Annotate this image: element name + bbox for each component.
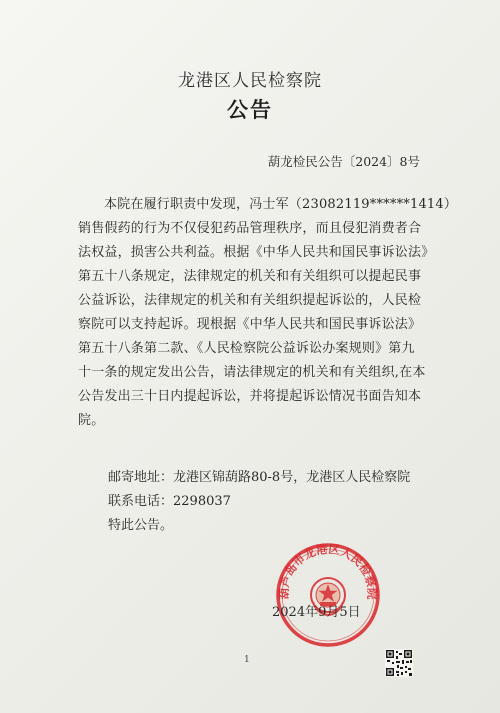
document-title: 公告 <box>227 98 273 122</box>
body-paragraph-line-2: 销售假药的行为不仅侵犯药品管理秩序，而且侵犯消费者合 <box>78 221 422 236</box>
issuing-organization: 龙港区人民检察院 <box>178 71 322 91</box>
seal-text: 葫芦岛市龙港区人民检察院 <box>276 541 380 600</box>
body-paragraph-line-6: 察院可以支持起诉。现根据《中华人民共和国民事诉讼法》 <box>78 317 422 332</box>
mailing-address: 邮寄地址：龙港区锦葫路80-8号，龙港区人民检察院 <box>108 470 411 485</box>
body-paragraph-line-10: 院。 <box>78 413 105 428</box>
body-paragraph-line-3: 法权益，损害公共利益。根据《中华人民共和国民事诉讼法》 <box>78 245 435 260</box>
body-paragraph-line-1: 本院在履行职责中发现，冯士军（23082119******1414） <box>104 197 458 212</box>
document-number: 葫龙检民公告〔2024〕8号 <box>267 154 420 169</box>
issue-date: 2024年9月5日 <box>272 605 361 620</box>
body-paragraph-line-9: 公告发出三十日内提起诉讼，并将提起诉讼情况书面告知本 <box>78 389 422 404</box>
body-paragraph-line-4: 第五十八条规定，法律规定的机关和有关组织可以提起民事 <box>78 269 422 284</box>
closing-statement: 特此公告。 <box>108 518 174 533</box>
official-seal-stamp <box>273 540 383 650</box>
body-paragraph-line-5: 公益诉讼，法律规定的机关和有关组织提起诉讼的，人民检 <box>78 293 422 308</box>
body-paragraph-line-8: 十一条的规定发出公告，请法律规定的机关和有关组织,在本 <box>78 365 426 380</box>
page-number: 1 <box>244 655 250 665</box>
contact-phone: 联系电话：2298037 <box>108 494 231 509</box>
body-paragraph-line-7: 第五十八条第二款、《人民检察院公益诉讼办案规则》第九 <box>78 341 415 356</box>
qr-code-icon <box>385 649 413 677</box>
